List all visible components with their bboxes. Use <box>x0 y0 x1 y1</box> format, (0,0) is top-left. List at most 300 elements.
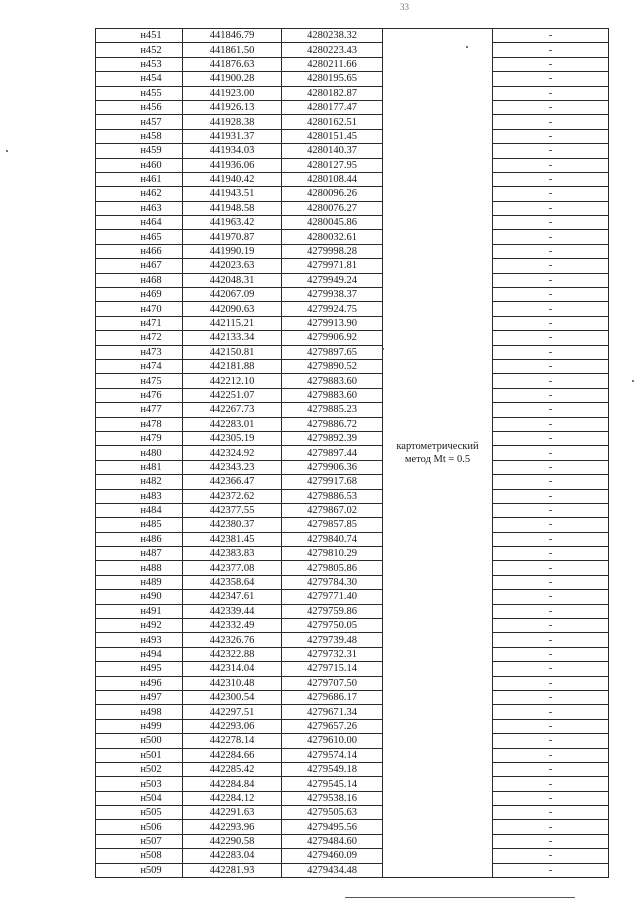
error-cell: - <box>493 690 609 704</box>
y-coordinate-cell: 4279538.16 <box>282 791 383 805</box>
error-cell: - <box>493 273 609 287</box>
table-row <box>96 201 609 215</box>
point-id-cell: н451 <box>96 29 183 43</box>
table-row <box>96 489 609 503</box>
x-coordinate-cell: 442310.48 <box>183 676 282 690</box>
x-coordinate-cell: 441948.58 <box>183 201 282 215</box>
error-cell: - <box>493 158 609 172</box>
y-coordinate-cell: 4280076.27 <box>282 201 383 215</box>
x-coordinate-cell: 442305.19 <box>183 431 282 445</box>
x-coordinate-cell: 442284.12 <box>183 791 282 805</box>
table-row <box>96 547 609 561</box>
error-cell: - <box>493 518 609 532</box>
y-coordinate-cell: 4279917.68 <box>282 475 383 489</box>
y-coordinate-cell: 4279759.86 <box>282 604 383 618</box>
point-id-cell: н468 <box>96 273 183 287</box>
table-row <box>96 849 609 863</box>
y-coordinate-cell: 4279883.60 <box>282 388 383 402</box>
table-row <box>96 316 609 330</box>
point-id-cell: н472 <box>96 331 183 345</box>
method-cell <box>383 29 493 878</box>
table-row <box>96 374 609 388</box>
error-cell: - <box>493 489 609 503</box>
x-coordinate-cell: 442278.14 <box>183 734 282 748</box>
table-row <box>96 791 609 805</box>
x-coordinate-cell: 441928.38 <box>183 115 282 129</box>
error-cell: - <box>493 849 609 863</box>
error-cell: - <box>493 619 609 633</box>
point-id-cell: н493 <box>96 633 183 647</box>
x-coordinate-cell: 442181.88 <box>183 359 282 373</box>
x-coordinate-cell: 442048.31 <box>183 273 282 287</box>
y-coordinate-cell: 4279892.39 <box>282 431 383 445</box>
x-coordinate-cell: 441990.19 <box>183 244 282 258</box>
point-id-cell: н498 <box>96 705 183 719</box>
page-number: 33 <box>400 2 409 12</box>
table-row <box>96 575 609 589</box>
x-coordinate-cell: 442322.88 <box>183 647 282 661</box>
table-row <box>96 86 609 100</box>
y-coordinate-cell: 4279495.56 <box>282 820 383 834</box>
table-row <box>96 331 609 345</box>
point-id-cell: н452 <box>96 43 183 57</box>
error-cell: - <box>493 331 609 345</box>
y-coordinate-cell: 4280045.86 <box>282 216 383 230</box>
y-coordinate-cell: 4279657.26 <box>282 719 383 733</box>
x-coordinate-cell: 441861.50 <box>183 43 282 57</box>
point-id-cell: н486 <box>96 532 183 546</box>
error-cell: - <box>493 230 609 244</box>
error-cell: - <box>493 187 609 201</box>
x-coordinate-cell: 442326.76 <box>183 633 282 647</box>
x-coordinate-cell: 442358.64 <box>183 575 282 589</box>
point-id-cell: н497 <box>96 690 183 704</box>
x-coordinate-cell: 442377.08 <box>183 561 282 575</box>
x-coordinate-cell: 441940.42 <box>183 172 282 186</box>
point-id-cell: н485 <box>96 518 183 532</box>
y-coordinate-cell: 4279886.53 <box>282 489 383 503</box>
error-cell: - <box>493 475 609 489</box>
point-id-cell: н462 <box>96 187 183 201</box>
error-cell: - <box>493 647 609 661</box>
table-row <box>96 676 609 690</box>
point-id-cell: н463 <box>96 201 183 215</box>
table-row <box>96 719 609 733</box>
point-id-cell: н491 <box>96 604 183 618</box>
table-row <box>96 460 609 474</box>
x-coordinate-cell: 442283.01 <box>183 417 282 431</box>
x-coordinate-cell: 442251.07 <box>183 388 282 402</box>
point-id-cell: н489 <box>96 575 183 589</box>
point-id-cell: н454 <box>96 72 183 86</box>
point-id-cell: н482 <box>96 475 183 489</box>
error-cell: - <box>493 719 609 733</box>
y-coordinate-cell: 4279707.50 <box>282 676 383 690</box>
table-row <box>96 288 609 302</box>
x-coordinate-cell: 442314.04 <box>183 662 282 676</box>
table-row <box>96 820 609 834</box>
table-row <box>96 690 609 704</box>
table-row <box>96 762 609 776</box>
error-cell: - <box>493 86 609 100</box>
y-coordinate-cell: 4279805.86 <box>282 561 383 575</box>
x-coordinate-cell: 441934.03 <box>183 144 282 158</box>
x-coordinate-cell: 442115.21 <box>183 316 282 330</box>
y-coordinate-cell: 4279924.75 <box>282 302 383 316</box>
x-coordinate-cell: 442332.49 <box>183 619 282 633</box>
x-coordinate-cell: 441926.13 <box>183 100 282 114</box>
point-id-cell: н509 <box>96 863 183 877</box>
scan-speck <box>382 348 384 350</box>
y-coordinate-cell: 4279840.74 <box>282 532 383 546</box>
error-cell: - <box>493 417 609 431</box>
x-coordinate-cell: 442324.92 <box>183 446 282 460</box>
point-id-cell: н459 <box>96 144 183 158</box>
coordinates-table <box>95 28 609 878</box>
x-coordinate-cell: 441900.28 <box>183 72 282 86</box>
error-cell: - <box>493 244 609 258</box>
error-cell: - <box>493 503 609 517</box>
table-row <box>96 100 609 114</box>
x-coordinate-cell: 442090.63 <box>183 302 282 316</box>
x-coordinate-cell: 442377.55 <box>183 503 282 517</box>
y-coordinate-cell: 4279771.40 <box>282 590 383 604</box>
error-cell: - <box>493 359 609 373</box>
y-coordinate-cell: 4279549.18 <box>282 762 383 776</box>
point-id-cell: н457 <box>96 115 183 129</box>
error-cell: - <box>493 561 609 575</box>
error-cell: - <box>493 288 609 302</box>
point-id-cell: н496 <box>96 676 183 690</box>
scan-speck <box>6 150 8 152</box>
coordinates-table-body <box>96 29 609 878</box>
y-coordinate-cell: 4279906.92 <box>282 331 383 345</box>
x-coordinate-cell: 441876.63 <box>183 57 282 71</box>
table-row <box>96 230 609 244</box>
table-row <box>96 403 609 417</box>
table-row <box>96 417 609 431</box>
table-row <box>96 158 609 172</box>
x-coordinate-cell: 442283.04 <box>183 849 282 863</box>
table-row <box>96 244 609 258</box>
x-coordinate-cell: 441923.00 <box>183 86 282 100</box>
table-row <box>96 345 609 359</box>
point-id-cell: н494 <box>96 647 183 661</box>
table-row <box>96 863 609 877</box>
error-cell: - <box>493 302 609 316</box>
x-coordinate-cell: 441943.51 <box>183 187 282 201</box>
table-row <box>96 359 609 373</box>
point-id-cell: н502 <box>96 762 183 776</box>
table-row <box>96 532 609 546</box>
x-coordinate-cell: 442023.63 <box>183 259 282 273</box>
y-coordinate-cell: 4279867.02 <box>282 503 383 517</box>
table-row <box>96 129 609 143</box>
error-cell: - <box>493 532 609 546</box>
table-row <box>96 604 609 618</box>
y-coordinate-cell: 4280211.66 <box>282 57 383 71</box>
point-id-cell: н479 <box>96 431 183 445</box>
x-coordinate-cell: 442281.93 <box>183 863 282 877</box>
y-coordinate-cell: 4280182.87 <box>282 86 383 100</box>
table-row <box>96 273 609 287</box>
x-coordinate-cell: 442347.61 <box>183 590 282 604</box>
y-coordinate-cell: 4280177.47 <box>282 100 383 114</box>
x-coordinate-cell: 442284.66 <box>183 748 282 762</box>
x-coordinate-cell: 442381.45 <box>183 532 282 546</box>
table-row <box>96 446 609 460</box>
error-cell: - <box>493 345 609 359</box>
table-row <box>96 647 609 661</box>
point-id-cell: н465 <box>96 230 183 244</box>
y-coordinate-cell: 4280223.43 <box>282 43 383 57</box>
error-cell: - <box>493 791 609 805</box>
table-row <box>96 475 609 489</box>
x-coordinate-cell: 442339.44 <box>183 604 282 618</box>
x-coordinate-cell: 442284.84 <box>183 777 282 791</box>
error-cell: - <box>493 72 609 86</box>
point-id-cell: н501 <box>96 748 183 762</box>
error-cell: - <box>493 374 609 388</box>
table-row <box>96 503 609 517</box>
error-cell: - <box>493 144 609 158</box>
y-coordinate-cell: 4280162.51 <box>282 115 383 129</box>
y-coordinate-cell: 4279545.14 <box>282 777 383 791</box>
table-row <box>96 705 609 719</box>
table-row <box>96 834 609 848</box>
point-id-cell: н477 <box>96 403 183 417</box>
table-row <box>96 561 609 575</box>
x-coordinate-cell: 442067.09 <box>183 288 282 302</box>
method-line-1: картометрический <box>396 441 479 453</box>
point-id-cell: н475 <box>96 374 183 388</box>
point-id-cell: н503 <box>96 777 183 791</box>
point-id-cell: н490 <box>96 590 183 604</box>
x-coordinate-cell: 442133.34 <box>183 331 282 345</box>
x-coordinate-cell: 442293.06 <box>183 719 282 733</box>
point-id-cell: н456 <box>96 100 183 114</box>
table-row <box>96 43 609 57</box>
table-row <box>96 259 609 273</box>
point-id-cell: н467 <box>96 259 183 273</box>
point-id-cell: н473 <box>96 345 183 359</box>
point-id-cell: н508 <box>96 849 183 863</box>
error-cell: - <box>493 676 609 690</box>
error-cell: - <box>493 820 609 834</box>
x-coordinate-cell: 442366.47 <box>183 475 282 489</box>
table-row <box>96 144 609 158</box>
point-id-cell: н471 <box>96 316 183 330</box>
table-row <box>96 388 609 402</box>
bottom-rule <box>345 897 575 898</box>
point-id-cell: н474 <box>96 359 183 373</box>
y-coordinate-cell: 4279971.81 <box>282 259 383 273</box>
error-cell: - <box>493 43 609 57</box>
point-id-cell: н478 <box>96 417 183 431</box>
point-id-cell: н500 <box>96 734 183 748</box>
x-coordinate-cell: 442343.23 <box>183 460 282 474</box>
y-coordinate-cell: 4279739.48 <box>282 633 383 647</box>
y-coordinate-cell: 4279574.14 <box>282 748 383 762</box>
table-row <box>96 172 609 186</box>
table-row <box>96 216 609 230</box>
error-cell: - <box>493 201 609 215</box>
y-coordinate-cell: 4280096.26 <box>282 187 383 201</box>
y-coordinate-cell: 4279949.24 <box>282 273 383 287</box>
point-id-cell: н506 <box>96 820 183 834</box>
point-id-cell: н481 <box>96 460 183 474</box>
error-cell: - <box>493 604 609 618</box>
error-cell: - <box>493 748 609 762</box>
x-coordinate-cell: 442293.96 <box>183 820 282 834</box>
point-id-cell: н455 <box>96 86 183 100</box>
table-row <box>96 302 609 316</box>
y-coordinate-cell: 4279938.37 <box>282 288 383 302</box>
error-cell: - <box>493 547 609 561</box>
y-coordinate-cell: 4279913.90 <box>282 316 383 330</box>
error-cell: - <box>493 762 609 776</box>
point-id-cell: н480 <box>96 446 183 460</box>
x-coordinate-cell: 442372.62 <box>183 489 282 503</box>
x-coordinate-cell: 441931.37 <box>183 129 282 143</box>
point-id-cell: н499 <box>96 719 183 733</box>
table-row <box>96 806 609 820</box>
error-cell: - <box>493 431 609 445</box>
y-coordinate-cell: 4279883.60 <box>282 374 383 388</box>
table-row <box>96 115 609 129</box>
error-cell: - <box>493 388 609 402</box>
y-coordinate-cell: 4279886.72 <box>282 417 383 431</box>
x-coordinate-cell: 442290.58 <box>183 834 282 848</box>
table-row <box>96 518 609 532</box>
error-cell: - <box>493 705 609 719</box>
error-cell: - <box>493 460 609 474</box>
point-id-cell: н476 <box>96 388 183 402</box>
table-row <box>96 662 609 676</box>
y-coordinate-cell: 4279784.30 <box>282 575 383 589</box>
point-id-cell: н495 <box>96 662 183 676</box>
error-cell: - <box>493 834 609 848</box>
x-coordinate-cell: 442300.54 <box>183 690 282 704</box>
y-coordinate-cell: 4280108.44 <box>282 172 383 186</box>
error-cell: - <box>493 129 609 143</box>
error-cell: - <box>493 662 609 676</box>
x-coordinate-cell: 442383.83 <box>183 547 282 561</box>
point-id-cell: н507 <box>96 834 183 848</box>
y-coordinate-cell: 4279857.85 <box>282 518 383 532</box>
table-row <box>96 57 609 71</box>
error-cell: - <box>493 863 609 877</box>
error-cell: - <box>493 777 609 791</box>
scan-speck <box>632 380 634 382</box>
point-id-cell: н505 <box>96 806 183 820</box>
table-row <box>96 72 609 86</box>
error-cell: - <box>493 734 609 748</box>
y-coordinate-cell: 4279732.31 <box>282 647 383 661</box>
x-coordinate-cell: 442380.37 <box>183 518 282 532</box>
y-coordinate-cell: 4279484.60 <box>282 834 383 848</box>
error-cell: - <box>493 316 609 330</box>
error-cell: - <box>493 29 609 43</box>
table-row <box>96 734 609 748</box>
y-coordinate-cell: 4280032.61 <box>282 230 383 244</box>
scan-speck <box>466 46 468 48</box>
error-cell: - <box>493 57 609 71</box>
x-coordinate-cell: 442150.81 <box>183 345 282 359</box>
y-coordinate-cell: 4279715.14 <box>282 662 383 676</box>
point-id-cell: н488 <box>96 561 183 575</box>
table-row <box>96 619 609 633</box>
table-row <box>96 633 609 647</box>
y-coordinate-cell: 4279897.44 <box>282 446 383 460</box>
y-coordinate-cell: 4279686.17 <box>282 690 383 704</box>
y-coordinate-cell: 4279998.28 <box>282 244 383 258</box>
error-cell: - <box>493 216 609 230</box>
table-row <box>96 777 609 791</box>
point-id-cell: н464 <box>96 216 183 230</box>
x-coordinate-cell: 441846.79 <box>183 29 282 43</box>
point-id-cell: н470 <box>96 302 183 316</box>
y-coordinate-cell: 4279906.36 <box>282 460 383 474</box>
error-cell: - <box>493 100 609 114</box>
x-coordinate-cell: 442291.63 <box>183 806 282 820</box>
error-cell: - <box>493 575 609 589</box>
y-coordinate-cell: 4279897.65 <box>282 345 383 359</box>
error-cell: - <box>493 446 609 460</box>
y-coordinate-cell: 4279671.34 <box>282 705 383 719</box>
y-coordinate-cell: 4279505.63 <box>282 806 383 820</box>
y-coordinate-cell: 4280151.45 <box>282 129 383 143</box>
x-coordinate-cell: 441963.42 <box>183 216 282 230</box>
y-coordinate-cell: 4280195.65 <box>282 72 383 86</box>
point-id-cell: н492 <box>96 619 183 633</box>
point-id-cell: н484 <box>96 503 183 517</box>
x-coordinate-cell: 442212.10 <box>183 374 282 388</box>
x-coordinate-cell: 442285.42 <box>183 762 282 776</box>
y-coordinate-cell: 4280140.37 <box>282 144 383 158</box>
x-coordinate-cell: 442297.51 <box>183 705 282 719</box>
error-cell: - <box>493 633 609 647</box>
point-id-cell: н483 <box>96 489 183 503</box>
error-cell: - <box>493 115 609 129</box>
point-id-cell: н504 <box>96 791 183 805</box>
method-line-2: метод Mt = 0.5 <box>404 454 471 466</box>
x-coordinate-cell: 441970.87 <box>183 230 282 244</box>
error-cell: - <box>493 403 609 417</box>
point-id-cell: н466 <box>96 244 183 258</box>
table-row <box>96 431 609 445</box>
y-coordinate-cell: 4279750.05 <box>282 619 383 633</box>
error-cell: - <box>493 172 609 186</box>
y-coordinate-cell: 4279885.23 <box>282 403 383 417</box>
y-coordinate-cell: 4280238.32 <box>282 29 383 43</box>
table-row <box>96 187 609 201</box>
table-row <box>96 590 609 604</box>
point-id-cell: н453 <box>96 57 183 71</box>
point-id-cell: н487 <box>96 547 183 561</box>
x-coordinate-cell: 441936.06 <box>183 158 282 172</box>
point-id-cell: н461 <box>96 172 183 186</box>
y-coordinate-cell: 4279810.29 <box>282 547 383 561</box>
table-row <box>96 29 609 43</box>
x-coordinate-cell: 442267.73 <box>183 403 282 417</box>
y-coordinate-cell: 4279460.09 <box>282 849 383 863</box>
error-cell: - <box>493 259 609 273</box>
error-cell: - <box>493 590 609 604</box>
point-id-cell: н469 <box>96 288 183 302</box>
point-id-cell: н460 <box>96 158 183 172</box>
table-row <box>96 748 609 762</box>
